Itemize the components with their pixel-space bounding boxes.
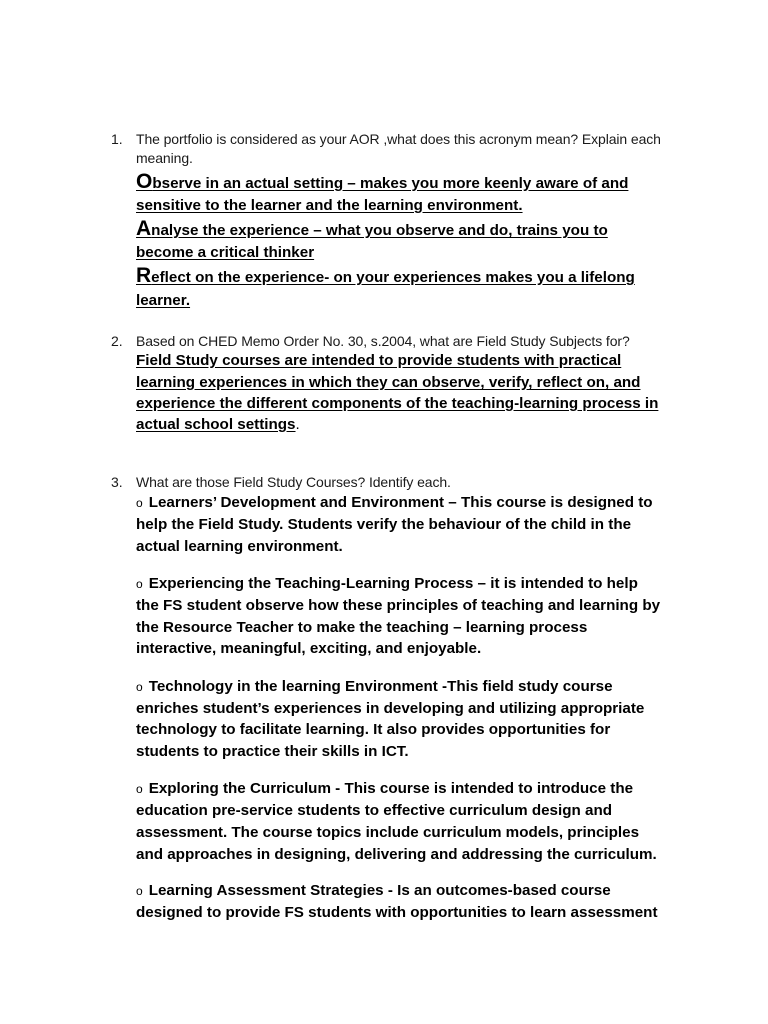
answer-reflect-line-1 [136, 264, 635, 288]
course-1-line-1 [136, 494, 653, 511]
answer-observe-line-1 [136, 170, 628, 194]
course-2-title: Experiencing the Teaching-Learning Process – it is intended to help [148, 575, 638, 592]
bullet-icon: o [136, 680, 143, 694]
course-2-line-1 [136, 575, 638, 592]
answer-2-period: . [295, 416, 300, 433]
answer-analyse-line-1 [136, 217, 608, 241]
course-1-line-2: help the Field Study. Students verify the behaviour of the child in the [136, 516, 632, 533]
course-3-line-2: enriches student’s experiences in developing and utilizing appropriate [136, 700, 645, 717]
question-3-number: 3. [111, 474, 123, 490]
course-1-line-3: actual learning environment. [136, 538, 343, 555]
course-2-line-4: interactive, meaningful, exciting, and enjoyable. [136, 640, 482, 657]
course-1-title: Learners’ Development and Environment – This course is designed to [148, 494, 653, 511]
question-1-number: 1. [111, 131, 123, 147]
bullet-icon: o [136, 884, 143, 898]
course-4-line-2: education pre-service students to effective curriculum design and [136, 802, 612, 819]
course-3-line-3: technology to facilitate learning. It also provides opportunities for [136, 721, 611, 738]
answer-observe-line-2: sensitive to the learner and the learning environment. [136, 197, 523, 214]
bullet-icon: o [136, 577, 143, 591]
course-2-line-2: the FS student observe how these principles of teaching and learning by [136, 597, 661, 614]
answer-2-line-3: experience the different components of the teaching-learning process in [136, 395, 659, 412]
question-2-number: 2. [111, 333, 123, 349]
answer-2-line-2: learning experiences in which they can observe, verify, reflect on, and [136, 374, 641, 391]
answer-reflect-line-2: learner. [136, 292, 191, 309]
question-1-text-line-2: meaning. [136, 150, 193, 166]
answer-analyse-line-2: become a critical thinker [136, 244, 315, 261]
answer-analyse-text: nalyse the experience – what you observe and do, trains you to [151, 222, 608, 239]
answer-reflect-text: eflect on the experience- on your experiences makes you a lifelong [151, 269, 635, 286]
course-3-line-4: students to practice their skills in ICT. [136, 743, 409, 760]
course-4-line-4: and approaches in designing, delivering and addressing the curriculum. [136, 846, 657, 863]
question-1-text-line-1: The portfolio is considered as your AOR ,what does this acronym mean? Explain each [136, 131, 661, 147]
letter-a: A [136, 217, 152, 240]
question-3-text: What are those Field Study Courses? Identify each. [136, 474, 451, 490]
letter-r: R [136, 264, 152, 287]
course-5-line-1 [136, 882, 611, 899]
bullet-icon: o [136, 496, 143, 510]
course-4-line-3: assessment. The course topics include curriculum models, principles [136, 824, 640, 841]
course-3-title: Technology in the learning Environment -This field study course [148, 678, 613, 695]
answer-2-line-4-wrap [136, 416, 300, 434]
course-5-line-2: designed to provide FS students with opportunities to learn assessment [136, 904, 658, 921]
course-5-title: Learning Assessment Strategies - Is an outcomes-based course [148, 882, 611, 899]
course-4-title: Exploring the Curriculum - This course is intended to introduce the [148, 780, 634, 797]
answer-2-line-4: actual school settings [136, 416, 296, 433]
letter-o: O [136, 170, 153, 193]
answer-2-line-1: Field Study courses are intended to provide students with practical [136, 352, 622, 369]
course-3-line-1 [136, 678, 613, 695]
course-4-line-1 [136, 780, 633, 797]
answer-observe-text: bserve in an actual setting – makes you more keenly aware of and [152, 175, 629, 192]
bullet-icon: o [136, 782, 143, 796]
course-2-line-3: the Resource Teacher to make the teaching – learning process [136, 619, 588, 636]
question-2-text: Based on CHED Memo Order No. 30, s.2004, what are Field Study Subjects for? [136, 333, 630, 349]
